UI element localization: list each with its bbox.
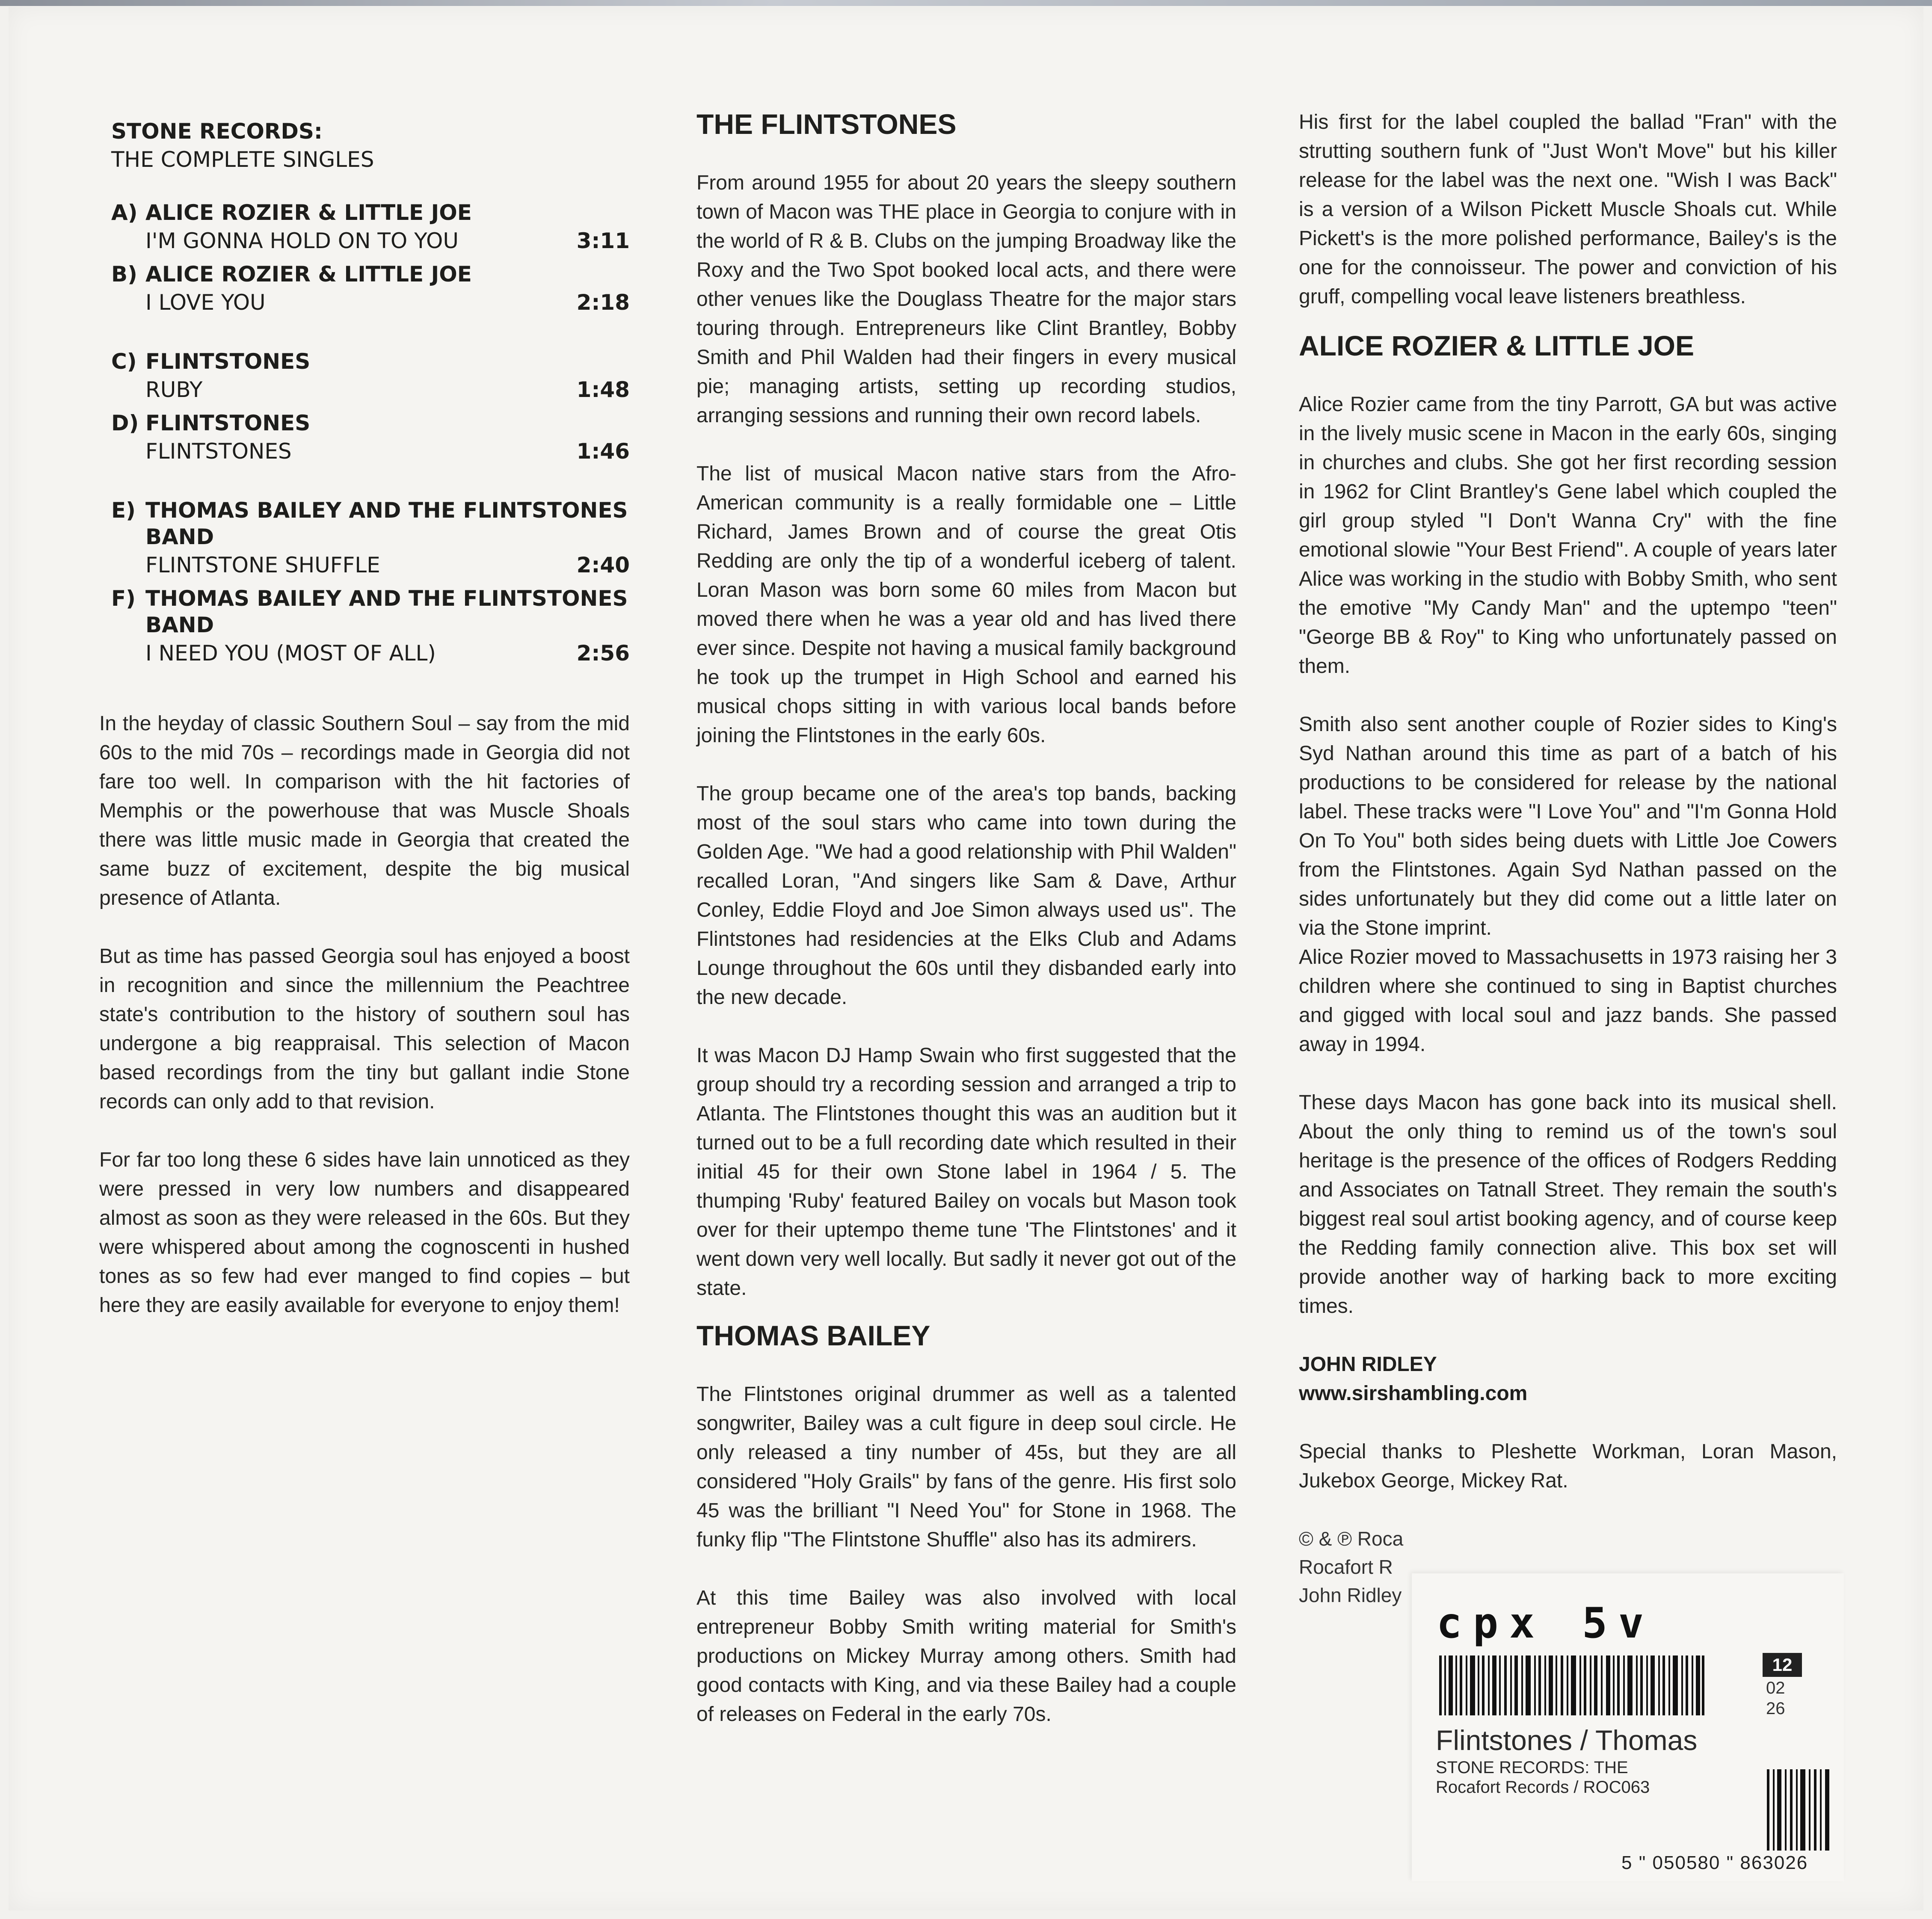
intro-paragraph-1: In the heyday of classic Southern Soul – say from the mid 60s to the mid 70s – recordings made in Georgia did not fare too well. In comparison with the hit factories of Memphis or the powerhouse that was Muscle Shoals there was little music made in Georgia that created the same buzz of excitement, despite the big musical presence of Atlanta. bbox=[99, 712, 630, 909]
track-artist: A) ALICE ROZIER & LITTLE JOE bbox=[111, 200, 472, 225]
track-duration: 2:40 bbox=[576, 553, 630, 577]
track-c bbox=[111, 348, 630, 405]
sticker-number-1: 02 bbox=[1766, 1679, 1785, 1697]
track-a bbox=[111, 199, 630, 256]
author-website: www.sirshambling.com bbox=[1299, 1382, 1528, 1405]
rozier-paragraph-4: These days Macon has gone back into its musical shell. About the only thing to remind us of the town's soul heritage is the presence of the offices of Rodgers Redding and Associates on Tatnall Street. They remain the south's biggest real soul artist booking agency, and of course keep the Redding family connection alive. This box set will provide another way of harking back to more exciting times. bbox=[1299, 1091, 1837, 1318]
bailey-paragraph-continued: His first for the label coupled the ballad "Fran" with the strutting southern funk of "Just Won't Move" but his killer release for the label was the next one. "Wish I was Back" is a version of a Wilson Pickett Muscle Shoals cut. While Pickett's is the more polished performance, Bailey's is the one for the connoisseur. The power and conviction of his gruff, compelling vocal leave listeners breathless. bbox=[1299, 111, 1837, 308]
track-duration: 2:56 bbox=[576, 641, 630, 666]
sticker-number-2: 26 bbox=[1766, 1699, 1785, 1718]
track-title: I LOVE YOU bbox=[145, 290, 266, 315]
rozier-paragraph-1: Alice Rozier came from the tiny Parrott, GA but was active in the lively music scene in Macon in the early 60s, singing in churches and clubs. She got her first recording session in 1962 for Clint Brantley's Gene label which coupled the girl group styled "I Don't Wanna Cry" with the fine emotional slowie "Your Best Friend". A couple of years later Alice was working in the studio with Bobby Smith, who sent the emotive "My Candy Man" and the uptempo "teen" "George BB & Roy" to King who unfortunately passed on them. bbox=[1299, 393, 1837, 678]
column-left bbox=[99, 98, 630, 1349]
track-artist: B) ALICE ROZIER & LITTLE JOE bbox=[111, 262, 472, 287]
track-artist: D) FLINTSTONES bbox=[111, 411, 311, 435]
column-middle bbox=[696, 98, 1236, 1758]
track-artist: F) THOMAS BAILEY AND THE FLINTSTONES BAND bbox=[111, 586, 628, 637]
track-title: FLINTSTONE SHUFFLE bbox=[145, 553, 380, 577]
sticker-title: Flintstones / Thomas bbox=[1436, 1724, 1698, 1756]
tracklist-subtitle: THE COMPLETE SINGLES bbox=[111, 147, 374, 172]
ean-number: 5 " 050580 " 863026 bbox=[1621, 1852, 1808, 1873]
bailey-paragraph-2: At this time Bailey was also involved with local entrepreneur Bobby Smith writing material for Smith's productions on Mickey Murray among others. Smith had good contacts with King, and via these Bailey had a couple of releases on Federal in the early 70s. bbox=[696, 1587, 1236, 1726]
copyright-line-2: Rocafort R bbox=[1299, 1556, 1393, 1578]
sticker-code: cpx 5v bbox=[1437, 1599, 1655, 1648]
sleeve-top-edge bbox=[0, 0, 1932, 6]
track-f bbox=[111, 585, 630, 668]
flintstones-paragraph-2: The list of musical Macon native stars from the Afro-American community is a really formidable one – Little Richard, James Brown and of course the great Otis Redding are only the tip of a wonderful iceberg of talent. Loran Mason was born some 60 miles from Macon but moved there when he was a year old and has lived there ever since. Despite not having a musical family background he took up the trumpet in High School and earned his musical chops sitting in with various local bands before joining the Flintstones in the early 60s. bbox=[696, 462, 1236, 747]
intro-paragraph-2: But as time has passed Georgia soul has enjoyed a boost in recognition and since the millennium the Peachtree state's contribution to the history of southern soul has undergone a big reappraisal. This selection of Macon based recordings from the tiny but gallant indie Stone records can only add to that revision. bbox=[99, 945, 630, 1113]
sticker-release-title: STONE RECORDS: THE bbox=[1436, 1758, 1628, 1777]
track-duration: 2:18 bbox=[576, 290, 630, 315]
track-e bbox=[111, 497, 630, 580]
track-duration: 3:11 bbox=[576, 228, 630, 253]
sticker-badge: 12 bbox=[1763, 1653, 1802, 1677]
special-thanks: Special thanks to Pleshette Workman, Loran Mason, Jukebox George, Mickey Rat. bbox=[1299, 1440, 1837, 1492]
track-title: RUBY bbox=[145, 377, 203, 402]
flintstones-paragraph-3: The group became one of the area's top bands, backing most of the soul stars who came into town during the Golden Age. "We had a good relationship with Phil Walden" recalled Loran, "And singers like Sam & Dave, Arthur Conley, Eddie Floyd and Joe Simon always used us". The Flintstones had residencies at the Elks Club and Adams Lounge throughout the 60s until they disbanded early into the new decade. bbox=[696, 782, 1236, 1009]
track-title: I NEED YOU (MOST OF ALL) bbox=[145, 641, 436, 666]
ean-barcode-icon bbox=[1767, 1769, 1831, 1851]
copyright-line-1: © & ℗ Roca bbox=[1299, 1528, 1404, 1550]
flintstones-paragraph-4: It was Macon DJ Hamp Swain who first suggested that the group should try a recording session and arranged a trip to Atlanta. The Flintstones thought this was an audition but it turned out to be a full recording date which resulted in their initial 45 for their own Stone label in 1964 / 5. The thumping 'Ruby' featured Bailey on vocals but Mason took over for their uptempo theme tune 'The Flintstones' and it went down very well locally. But sadly it never got out of the state. bbox=[696, 1044, 1236, 1300]
heading-alice-rozier: ALICE ROZIER & LITTLE JOE bbox=[1299, 330, 1695, 361]
rozier-paragraph-2: Smith also sent another couple of Rozier sides to King's Syd Nathan around this time as part of a batch of his productions to be considered for release by the national label. These tracks were "I Love You" and "I'm Gonna Hold On To You" both sides being duets with Little Joe Cowers from the Flintstones. Again Syd Nathan passed on the sides unfortunately but they did come out a little later on via the Stone imprint. bbox=[1299, 713, 1837, 939]
track-artist: C) FLINTSTONES bbox=[111, 349, 311, 374]
sticker-barcode-icon bbox=[1439, 1655, 1704, 1715]
heading-thomas-bailey: THOMAS BAILEY bbox=[696, 1320, 930, 1351]
intro-paragraph-3: For far too long these 6 sides have lain unnoticed as they were pressed in very low numbers and disappeared almost as soon as they were released in the 60s. But they were whispered about among the cognoscenti in hushed tones as so few had ever manged to find copies – but here they are easily available for everyone to enjoy them! bbox=[99, 1149, 630, 1317]
bailey-paragraph-1: The Flintstones original drummer as well as a talented songwriter, Bailey was a cult figure in deep soul circle. He only released a tiny number of 45s, but they are all considered "Holy Grails" by fans of the genre. His first solo 45 was the brilliant "I Need You" for Stone in 1968. The funky flip "The Flintstone Shuffle" also has its admirers. bbox=[696, 1383, 1236, 1551]
author-name: JOHN RIDLEY bbox=[1299, 1353, 1437, 1376]
rozier-paragraph-3: Alice Rozier moved to Massachusetts in 1973 raising her 3 children where she continued to sing in Baptist churches and gigged with local soul and jazz bands. She passed away in 1994. bbox=[1299, 946, 1837, 1056]
flintstones-paragraph-1: From around 1955 for about 20 years the sleepy southern town of Macon was THE place in Georgia to conjure with in the world of R & B. Clubs on the jumping Broadway like the Roxy and the Two Spot booked local acts, and there were other venues like the Douglass Theatre for the major stars touring through. Entrepreneurs like Clint Brantley, Bobby Smith and Phil Walden had their fingers in every musical pie; managing artists, setting up recording studios, arranging sessions and running their own record labels. bbox=[696, 172, 1236, 427]
track-d bbox=[111, 410, 630, 466]
sticker-label-catalog: Rocafort Records / ROC063 bbox=[1436, 1778, 1650, 1797]
track-title: FLINTSTONES bbox=[145, 439, 292, 464]
copyright-line-3: John Ridley bbox=[1299, 1584, 1402, 1606]
column-right bbox=[1299, 108, 1837, 1609]
track-title: I'M GONNA HOLD ON TO YOU bbox=[145, 228, 459, 253]
heading-flintstones: THE FLINTSTONES bbox=[696, 108, 957, 140]
track-b bbox=[111, 261, 630, 317]
tracklist-title: STONE RECORDS: bbox=[111, 119, 323, 144]
track-artist: E) THOMAS BAILEY AND THE FLINTSTONES BAND bbox=[111, 498, 628, 549]
track-duration: 1:46 bbox=[576, 439, 630, 464]
track-duration: 1:48 bbox=[576, 377, 630, 402]
